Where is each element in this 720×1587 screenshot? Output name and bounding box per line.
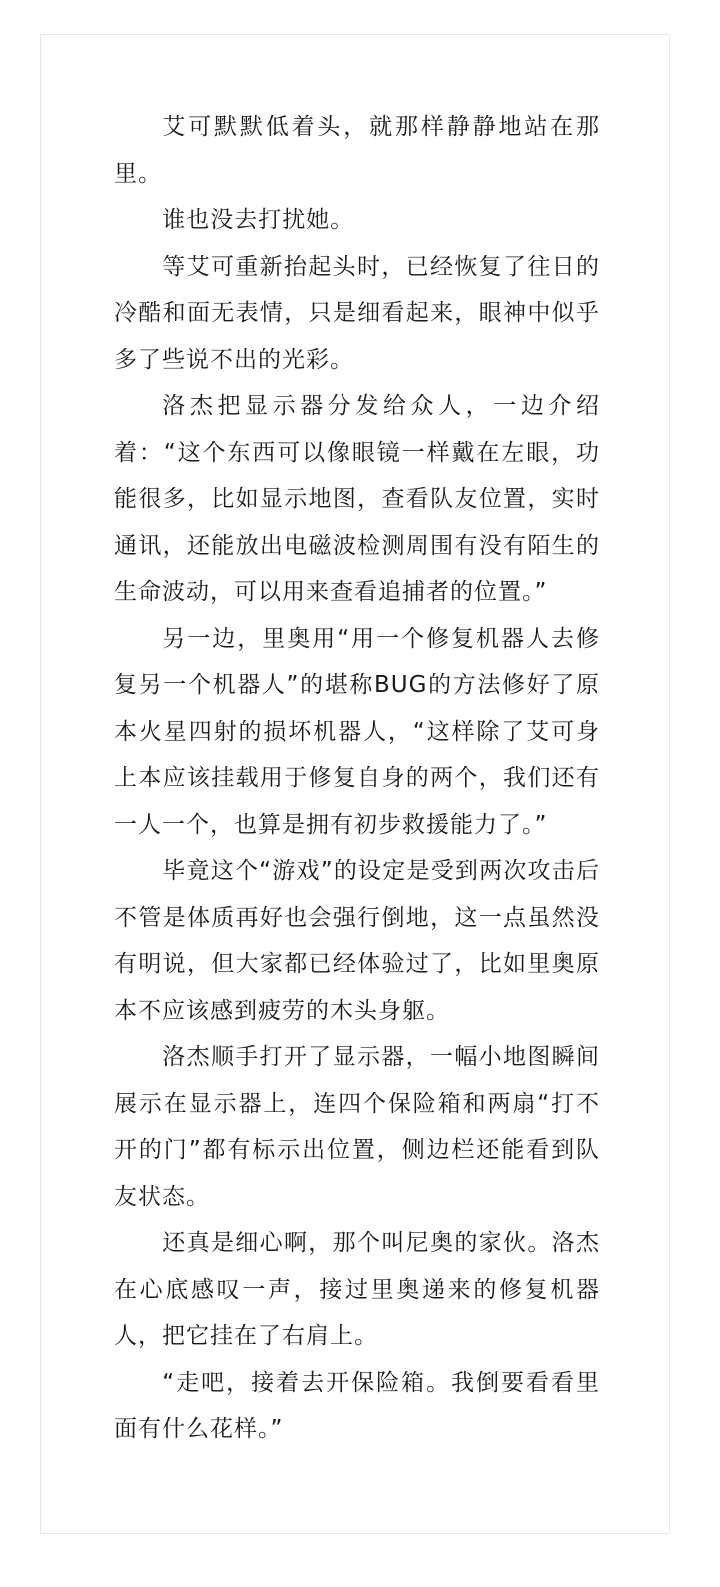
document-body: [114, 104, 600, 1453]
paragraph: 等艾可重新抬起头时，已经恢复了往日的冷酷和面无表情，只是细看起来，眼神中似乎多了些说不出的光彩。: [114, 253, 600, 373]
paragraph: 艾可默默低着头，就那样静静地站在那里。: [114, 114, 600, 187]
paragraph: 洛杰顺手打开了显示器，一幅小地图瞬间展示在显示器上，连四个保险箱和两扇“打不开的门”都有标示出位置，侧边栏还能看到队友状态。: [114, 1044, 600, 1210]
paragraph: “走吧，接着去开保险箱。我倒要看看里面有什么花样。”: [114, 1369, 600, 1442]
paragraph: 毕竟这个“游戏”的设定是受到两次攻击后不管是体质再好也会强行倒地，这一点虽然没有明说，但大家都已经体验过了，比如里奥原本不应该感到疲劳的木头身躯。: [114, 858, 600, 1024]
paragraph: 另一边，里奥用“用一个修复机器人去修复另一个机器人”的堪称BUG的方法修好了原本火星四射的损坏机器人，“这样除了艾可身上本应该挂载用于修复自身的两个，我们还有一人一个，也算是拥有初步救援能力了。”: [114, 625, 600, 838]
paragraph: 洛杰把显示器分发给众人，一边介绍着：“这个东西可以像眼镜一样戴在左眼，功能很多，比如显示地图，查看队友位置，实时通讯，还能放出电磁波检测周围有没有陌生的生命波动，可以用来查看追捕者的位置。”: [114, 393, 600, 605]
paragraph: 还真是细心啊，那个叫尼奥的家伙。洛杰在心底感叹一声，接过里奥递来的修复机器人，把它挂在了右肩上。: [114, 1230, 600, 1349]
paragraph: 谁也没去打扰她。: [162, 207, 355, 233]
